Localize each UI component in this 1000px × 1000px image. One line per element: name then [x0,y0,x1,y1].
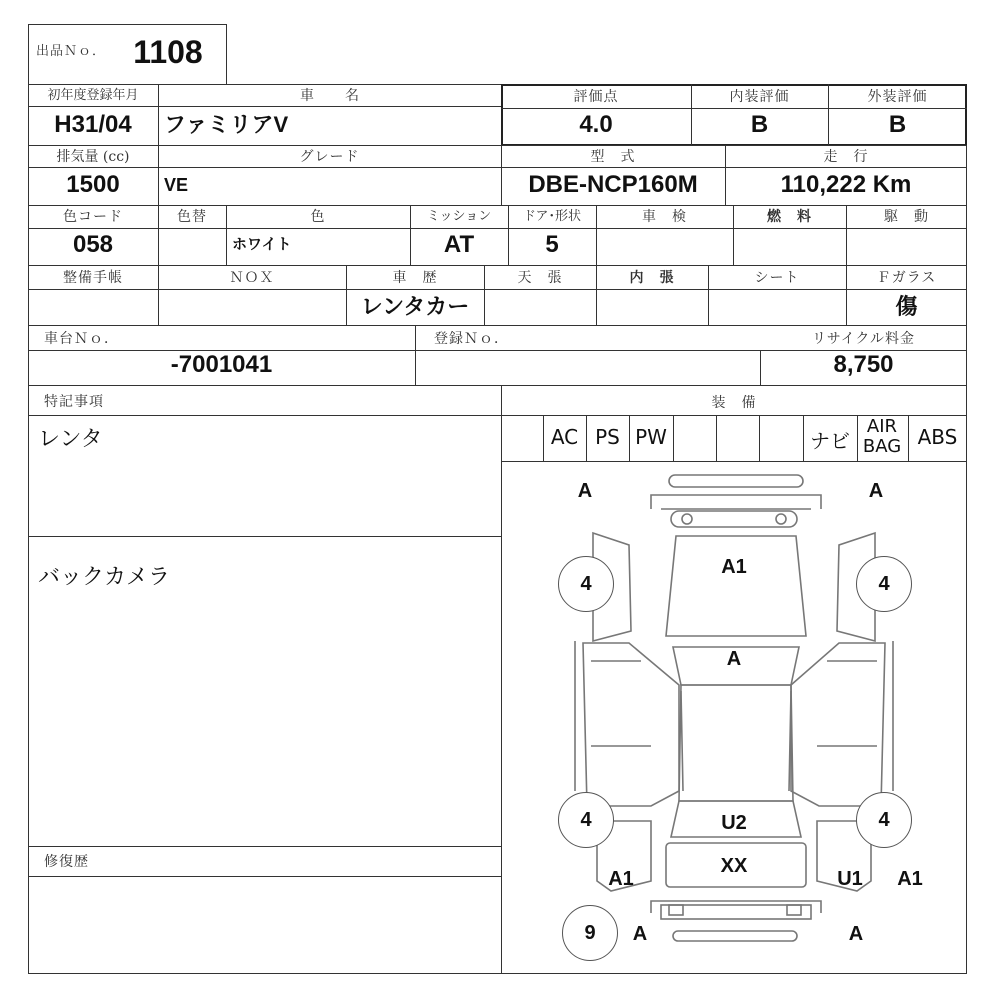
regno-label: 登録Ｎｏ． [434,331,509,347]
interior-score-value: B [750,111,769,138]
interior-lining-label: 内 張 [629,270,675,286]
nox-label: ＮＯＸ [229,270,275,286]
equipment-airbag: AIR BAG [862,416,902,457]
equipment-ps: PS [595,425,620,449]
tire-front-left: 4 [558,556,614,612]
mark-rear-right-quarter: U1 [837,868,863,890]
exterior-score-value: B [888,111,907,138]
reg-label: 初年度登録年月 [47,88,139,103]
front-glass-label: Ｆガラス [876,270,937,286]
displacement-label: 排気量 (cc) [56,149,130,165]
recycle-label: リサイクル料金 [811,331,916,347]
exterior-score-label: 外装評価 [867,89,928,105]
equipment-pw: PW [635,425,667,449]
special-notes-label: 特記事項 [44,394,104,410]
fuel-label: 燃 料 [767,209,812,225]
mark-rear-right-side: A1 [897,868,923,890]
equipment-label: 装 備 [711,395,757,411]
mark-rear-left-quarter: A1 [608,868,634,890]
history-value: レンタカー [360,294,470,319]
score-label: 評価点 [573,89,619,105]
color-label: 色 [310,209,326,225]
chassis-label: 車台Ｎｏ． [44,331,119,347]
tire-rear-right: 4 [856,792,912,848]
front-glass-value: 傷 [895,294,918,319]
equipment-abs: ABS [917,425,958,449]
equipment-ac: AC [550,425,579,449]
history-label: 車 歴 [392,270,438,286]
color-value: ホワイト [232,236,292,253]
repair-history-label: 修復歴 [44,854,89,870]
mark-rear-left: A [632,923,648,945]
grade-value: VE [164,175,189,195]
mark-front-right: A [868,480,884,502]
chassis-value: -7001041 [170,351,273,378]
special-note-2: バックカメラ [38,565,171,590]
car-name-label: 車 名 [300,88,360,104]
color-change-label: 色替 [177,209,207,225]
mark-rear-right: A [848,923,864,945]
special-note-1: レンタ [38,427,103,452]
tire-rear-left: 4 [558,792,614,848]
mileage-label: 走 行 [823,149,869,165]
mark-windshield: A [726,648,742,670]
inspection-label: 車 検 [642,209,687,225]
mileage-value: 110,222 Km [780,171,912,198]
color-code-value: 058 [72,231,114,258]
model-value: DBE-NCP160M [528,171,698,198]
mark-hood: A1 [721,556,747,578]
car-name-value: ファミリアV [164,112,289,137]
seat-label: シート [754,270,800,286]
manual-label: 整備手帳 [63,270,123,286]
tire-front-right: 4 [856,556,912,612]
reg-value: H31/04 [54,111,132,138]
color-code-label: 色コード [63,209,123,225]
equipment-navi: ナビ [810,429,850,453]
interior-score-label: 内装評価 [729,89,790,105]
lot-label: 出品Ｎｏ． [36,44,107,59]
lot-number: 1108 [133,34,203,70]
spare-tire: 9 [562,905,618,961]
door-label: ドア･形状 [522,209,582,224]
notes-frame [28,385,502,974]
roof-label: 天 張 [517,270,563,286]
mark-trunk: XX [720,855,748,877]
mission-label: ミッション [426,209,492,224]
mark-rear-window: U2 [721,812,747,834]
displacement-value: 1500 [66,171,120,198]
mission-value: AT [443,231,475,258]
car-diagram [501,461,967,974]
mark-front-left: A [577,480,593,502]
drive-label: 駆 動 [884,209,929,225]
model-label: 型 式 [590,149,636,165]
door-value: 5 [545,231,559,258]
score-value: 4.0 [579,111,613,138]
grade-label: グレード [299,149,360,165]
recycle-value: 8,750 [833,351,894,378]
